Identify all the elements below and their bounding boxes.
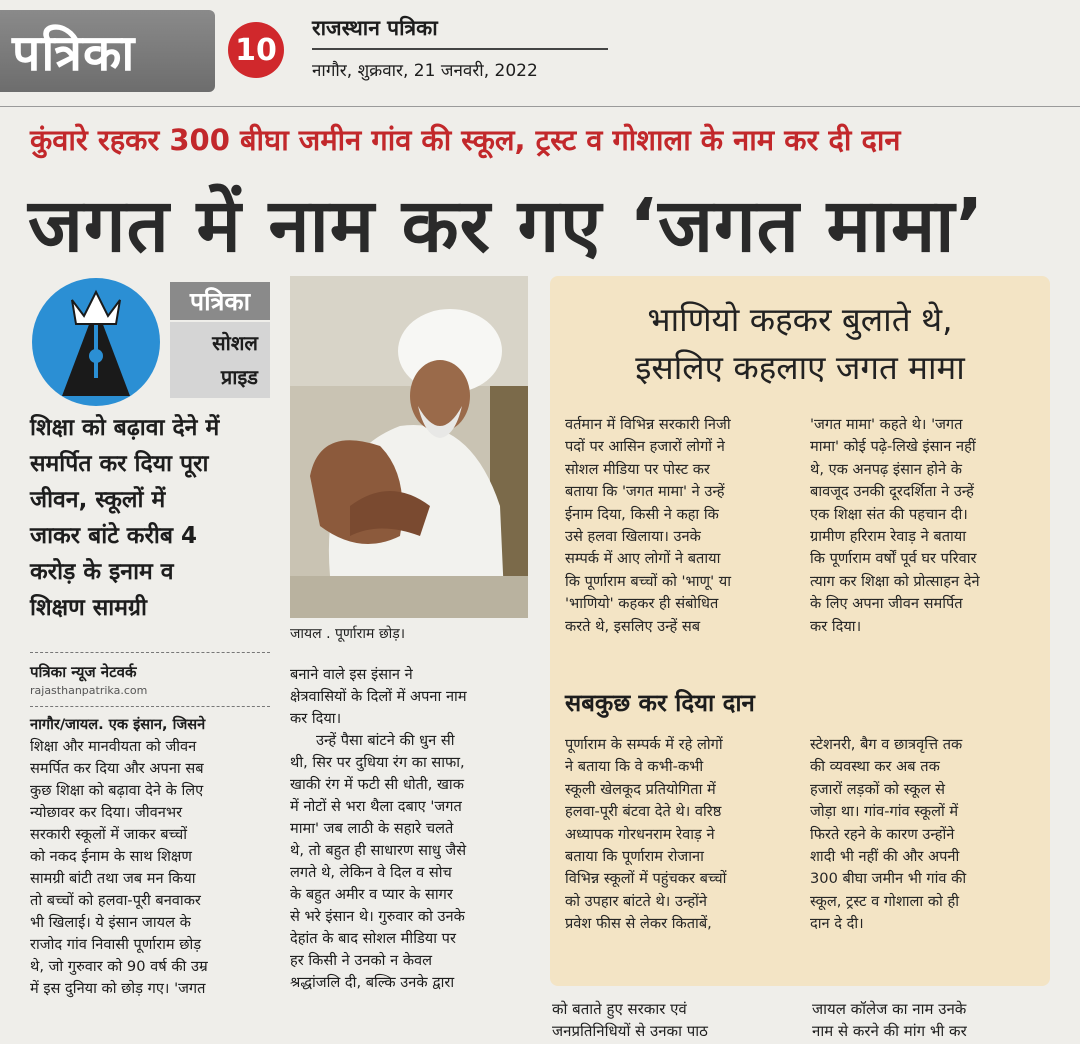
photo-caption: जायल . पूर्णाराम छोड़। [290,626,406,642]
text-line: थे, जो गुरुवार को 90 वर्ष की उम्र [30,958,208,975]
text-line: हलवा-पूरी बंटवा देते थे। वरिष्ठ [565,803,722,821]
text-line: को उपहार बांटते थे। उन्होंने [565,892,707,910]
text-line: 'जगत मामा' कहते थे। 'जगत [810,416,963,433]
story-column-1 [30,714,270,1000]
text-line: बताया कि पूर्णाराम रोजाना [565,848,704,866]
main-headline: जगत में नाम कर गए ‘जगत मामा’ [28,183,985,269]
text-line: ने बताया कि वे कभी-कभी [565,758,704,776]
text-line: हर किसी ने उनको न केवल [290,952,433,969]
badge-line-2: प्राइड [220,365,258,389]
text-line: ग्रामीण हरिराम रेवाड़ ने बताया [810,528,967,546]
text-line: बताया कि 'जगत मामा' ने उन्हें [565,483,725,501]
text-line: श्रद्धांजलि दी, बल्कि उनके द्वारा [290,974,455,991]
subhead-line: जीवन, स्कूलों में [30,487,166,513]
bottom-text-left [552,998,708,1042]
text-line: थी, सिर पर दुधिया रंग का साफा, [290,754,465,771]
box-title-line: भाणियो कहकर बुलाते थे, [647,300,953,339]
text-line: सोशल मीडिया पर पोस्ट कर [565,460,710,478]
text-line: पूर्णाराम के सम्पर्क में रहे लोगों [565,736,723,753]
patrika-logo: पत्रिका [0,10,215,92]
text-line: शादी भी नहीं की और अपनी [810,848,960,866]
text-line: 'भाणियो' कहकर ही संबोधित [565,595,719,613]
dateline: नागौर, शुक्रवार, 21 जनवरी, 2022 [312,61,538,81]
box-section-left [565,734,795,936]
text-line: खाकी रंग में फटी सी धोती, खाक [290,776,464,793]
byline: पत्रिका न्यूज नेटवर्क [30,663,137,681]
text-line: सरकारी स्कूलों में जाकर बच्चों [30,826,188,843]
text-line: की व्यवस्था कर अब तक [810,758,940,776]
text-line: अध्यापक गोरधनराम रेवाड़ ने [565,825,715,843]
bottom-text-right [812,998,967,1042]
text-line: से भरे इंसान थे। गुरुवार को उनके [290,908,465,925]
text-line: जनप्रतिनिधियों से उनका पाठ [552,1022,708,1040]
top-rule [0,106,1080,107]
page-number: 10 [228,22,284,78]
text-line: कर दिया। [290,710,342,727]
text-line: उसे हलवा खिलाया। उनके [565,528,701,546]
text-line: कि पूर्णाराम बच्चों को 'भाणू' या [565,572,732,590]
subhead-line: जाकर बांटे करीब 4 [30,523,197,549]
pen-crown-icon [32,278,160,406]
text-line: थे, तो बहुत ही साधारण साधु जैसे [290,842,467,859]
box-column-right [810,414,1040,638]
text-line: कर दिया। [810,617,862,635]
subhead-line: करोड़ के इनाम व [30,559,174,585]
text-line: थे, एक अनपढ़ इंसान होने के [810,460,962,478]
text-line: कि पूर्णाराम वर्षों पूर्व घर परिवार [810,550,977,568]
story-column-2 [290,664,528,994]
text-line: सामग्री बांटी तथा जब मन किया [30,870,196,887]
text-line: त्याग कर शिक्षा को प्रोत्साहन देने [810,572,980,590]
text-line: में नोटों से भरा थैला दबाए 'जगत [290,798,462,815]
text-line: जोड़ा था। गांव-गांव स्कूलों में [810,803,959,821]
text-line: लगते थे, लेकिन वे दिल व सोच [290,864,452,881]
box-column-left [565,414,795,638]
dashed-divider [30,706,270,707]
text-line: समर्पित कर दिया और अपना सब [30,760,204,777]
text-line: न्योछावर कर दिया। जीवनभर [30,804,183,821]
text-line: को बताते हुए सरकार एवं [552,1000,687,1018]
dashed-divider [30,652,270,653]
text-line: क्षेत्रवासियों के दिलों में अपना नाम [290,688,467,705]
text-line: उन्हें पैसा बांटने की धुन सी [316,732,455,749]
text-line: के बहुत अमीर व प्यार के सागर [290,886,453,903]
text-line: मामा' जब लाठी के सहारे चलते [290,820,454,837]
text-line: भी खिलाई। ये इंसान जायल के [30,914,191,931]
text-line: स्टेशनरी, बैग व छात्रवृत्ति तक [810,736,963,753]
text-line: नाम से करने की मांग भी कर [812,1022,967,1040]
masthead-divider [312,48,608,50]
text-line: नागौर/जायल. एक इंसान, जिसने [30,716,206,733]
text-line: वर्तमान में विभिन्न सरकारी निजी [565,416,731,433]
text-line: राजोद गांव निवासी पूर्णाराम छोड़ [30,936,202,953]
text-line: सम्पर्क में आए लोगों ने बताया [565,550,721,568]
text-line: में इस दुनिया को छोड़ गए। 'जगत [30,980,206,997]
text-line: एक शिक्षा संत की पहचान दी। [810,505,968,523]
text-line: 300 बीघा जमीन भी गांव की [810,870,967,888]
text-line: पदों पर आसिन हजारों लोगों ने [565,438,725,456]
subhead-line: शिक्षण सामग्री [30,595,147,621]
subhead-line: शिक्षा को बढ़ावा देने में [30,415,220,441]
text-line: शिक्षा और मानवीयता को जीवन [30,738,197,755]
text-line: कुछ शिक्षा को बढ़ावा देने के लिए [30,782,204,799]
text-line: स्कूली खेलकूद प्रतियोगिता में [565,780,716,798]
box-title-line: इसलिए कहलाए जगत मामा [635,348,965,387]
subheadline [30,410,280,626]
text-line: हजारों लड़कों को स्कूल से [810,780,945,798]
subhead-line: समर्पित कर दिया पूरा [30,451,209,477]
text-line: के लिए अपना जीवन समर्पित [810,595,963,613]
text-line: बावजूद उनकी दूरदर्शिता ने उन्हें [810,483,974,501]
text-line: ईनाम दिया, किसी ने कहा कि [565,505,719,523]
text-line: करते थे, इसलिए उन्हें सब [565,617,701,635]
text-line: जायल कॉलेज का नाम उनके [812,1000,967,1018]
box-title [550,296,1050,392]
publication-name: राजस्थान पत्रिका [312,16,438,40]
badge-brand: पत्रिका [170,282,270,320]
text-line: स्कूल, ट्रस्ट व गोशाला को ही [810,892,960,910]
text-line: विभिन्न स्कूलों में पहुंचकर बच्चों [565,870,727,888]
badge-label [170,322,270,398]
text-line: देहांत के बाद सोशल मीडिया पर [290,930,456,947]
text-line: बनाने वाले इस इंसान ने [290,666,413,683]
website: rajasthanpatrika.com [30,684,148,697]
kicker-headline: कुंवारे रहकर 300 बीघा जमीन गांव की स्कूल, ट्रस्ट व गोशाला के नाम कर दी दान [30,123,901,157]
text-line: फिरते रहने के कारण उन्होंने [810,825,955,843]
portrait-photo [290,276,528,618]
badge-line-1: सोशल [212,331,258,355]
text-line: मामा' कोई पढ़े-लिखे इंसान नहीं [810,438,976,456]
text-line: तो बच्चों को हलवा-पूरी बनवाकर [30,892,201,909]
box-section-right [810,734,1040,936]
text-line: को नकद ईनाम के साथ शिक्षण [30,848,192,865]
section-heading: सबकुछ कर दिया दान [565,689,755,717]
text-line: प्रवेश फीस से लेकर किताबें, [565,915,712,933]
text-line: दान दे दी। [810,915,864,933]
